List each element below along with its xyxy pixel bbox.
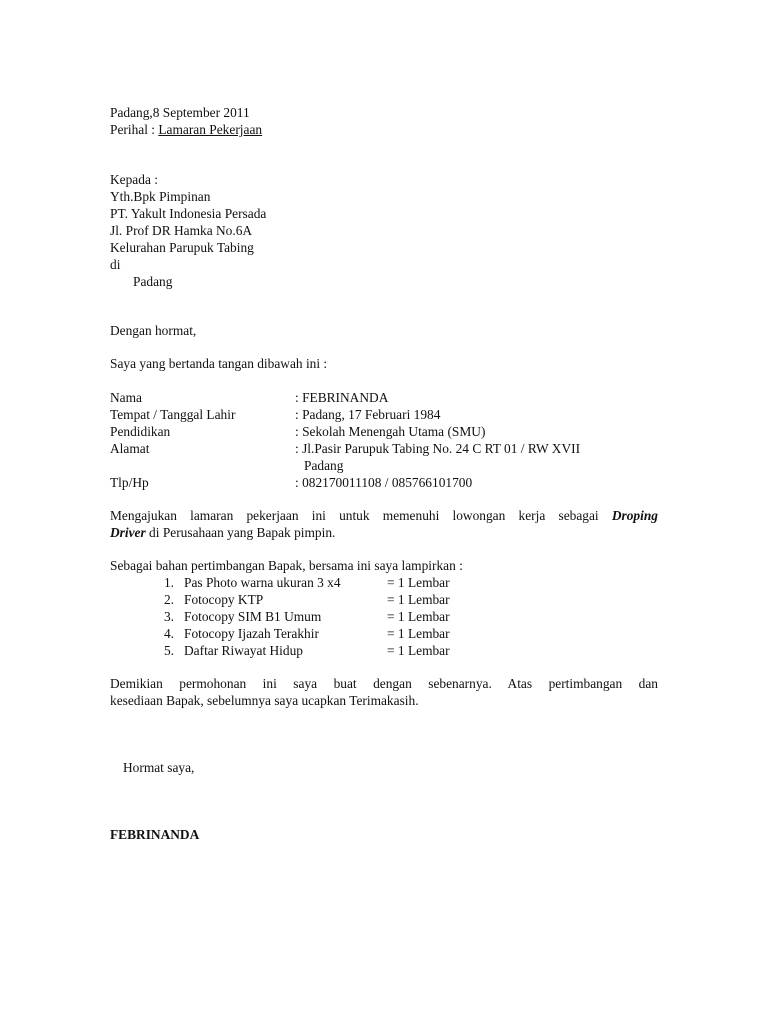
item-qty: = 1 Lembar — [387, 575, 450, 590]
field-value: : 082170011108 / 085766101700 — [295, 475, 473, 490]
field-value: : Sekolah Menengah Utama (SMU) — [295, 424, 486, 439]
subject-value: Lamaran Pekerjaan — [158, 122, 263, 137]
item-qty: = 1 Lembar — [387, 592, 450, 607]
closing-line-1: Demikian permohonan ini saya buat dengan sebenarnya. Atas pertimbangan dan — [110, 676, 658, 691]
position-title: Droping — [611, 508, 658, 523]
recipient-to-label: Kepada : — [110, 172, 158, 187]
place-date: Padang,8 September 2011 — [110, 105, 250, 120]
recipient-line: Yth.Bpk Pimpinan — [110, 189, 211, 204]
application-text: di Perusahaan yang Bapak pimpin. — [145, 525, 336, 540]
recipient-city: Padang — [133, 274, 173, 289]
field-row-address-cont — [110, 457, 670, 474]
item-name: Fotocopy SIM B1 Umum — [184, 609, 322, 624]
position-title: Driver — [110, 525, 146, 540]
field-label: Nama — [110, 390, 142, 405]
recipient-line: PT. Yakult Indonesia Persada — [110, 206, 267, 221]
item-number: 5. — [163, 643, 174, 658]
field-value: : Padang, 17 Februari 1984 — [295, 407, 441, 422]
field-value: : Jl.Pasir Parupuk Tabing No. 24 C RT 01 / RW XVII — [295, 441, 581, 456]
item-name: Fotocopy Ijazah Terakhir — [184, 626, 319, 641]
list-item — [110, 591, 670, 608]
letter-header — [110, 104, 262, 138]
intro-text: Saya yang bertanda tangan dibawah ini : — [110, 356, 328, 371]
signature-name: FEBRINANDA — [110, 827, 200, 842]
application-line-1 — [110, 507, 658, 524]
list-item — [110, 608, 670, 625]
subject-label: Perihal : — [110, 122, 159, 137]
address-continuation: Padang — [304, 458, 344, 473]
item-name: Daftar Riwayat Hidup — [184, 643, 303, 658]
item-number: 4. — [163, 626, 174, 641]
closing-line-2: kesediaan Bapak, sebelumnya saya ucapkan Terimakasih. — [110, 693, 419, 708]
field-value: : FEBRINANDA — [295, 390, 389, 405]
field-label: Pendidikan — [110, 424, 171, 439]
item-number: 3. — [163, 609, 174, 624]
item-qty: = 1 Lembar — [387, 609, 450, 624]
item-number: 2. — [163, 592, 174, 607]
field-row-birth — [110, 406, 670, 423]
field-row-address — [110, 440, 670, 457]
application-paragraph — [110, 507, 658, 541]
item-number: 1. — [163, 575, 174, 590]
field-row-name — [110, 389, 670, 406]
item-qty: = 1 Lembar — [387, 643, 450, 658]
list-item — [110, 642, 670, 659]
application-text: Mengajukan lamaran pekerjaan ini untuk memenuhi lowongan kerja sebagai — [110, 508, 612, 523]
attachments-intro: Sebagai bahan pertimbangan Bapak, bersama ini saya lampirkan : — [110, 558, 463, 573]
attachments-block — [110, 557, 670, 659]
regards: Hormat saya, — [123, 760, 195, 775]
item-name: Pas Photo warna ukuran 3 x4 — [184, 575, 341, 590]
field-label: Alamat — [110, 441, 150, 456]
item-name: Fotocopy KTP — [184, 592, 264, 607]
field-label: Tlp/Hp — [110, 475, 149, 490]
list-item — [110, 574, 670, 591]
application-line-2 — [110, 524, 658, 541]
field-label: Tempat / Tanggal Lahir — [110, 407, 236, 422]
item-qty: = 1 Lembar — [387, 626, 450, 641]
greeting: Dengan hormat, — [110, 323, 197, 338]
recipient-line: Kelurahan Parupuk Tabing — [110, 240, 254, 255]
closing-paragraph — [110, 675, 658, 709]
subject-line — [110, 121, 262, 138]
recipient-block — [110, 171, 266, 290]
list-item — [110, 625, 670, 642]
recipient-line: di — [110, 257, 121, 272]
field-row-education — [110, 423, 670, 440]
applicant-details — [110, 389, 670, 491]
recipient-line: Jl. Prof DR Hamka No.6A — [110, 223, 253, 238]
field-row-phone — [110, 474, 670, 491]
